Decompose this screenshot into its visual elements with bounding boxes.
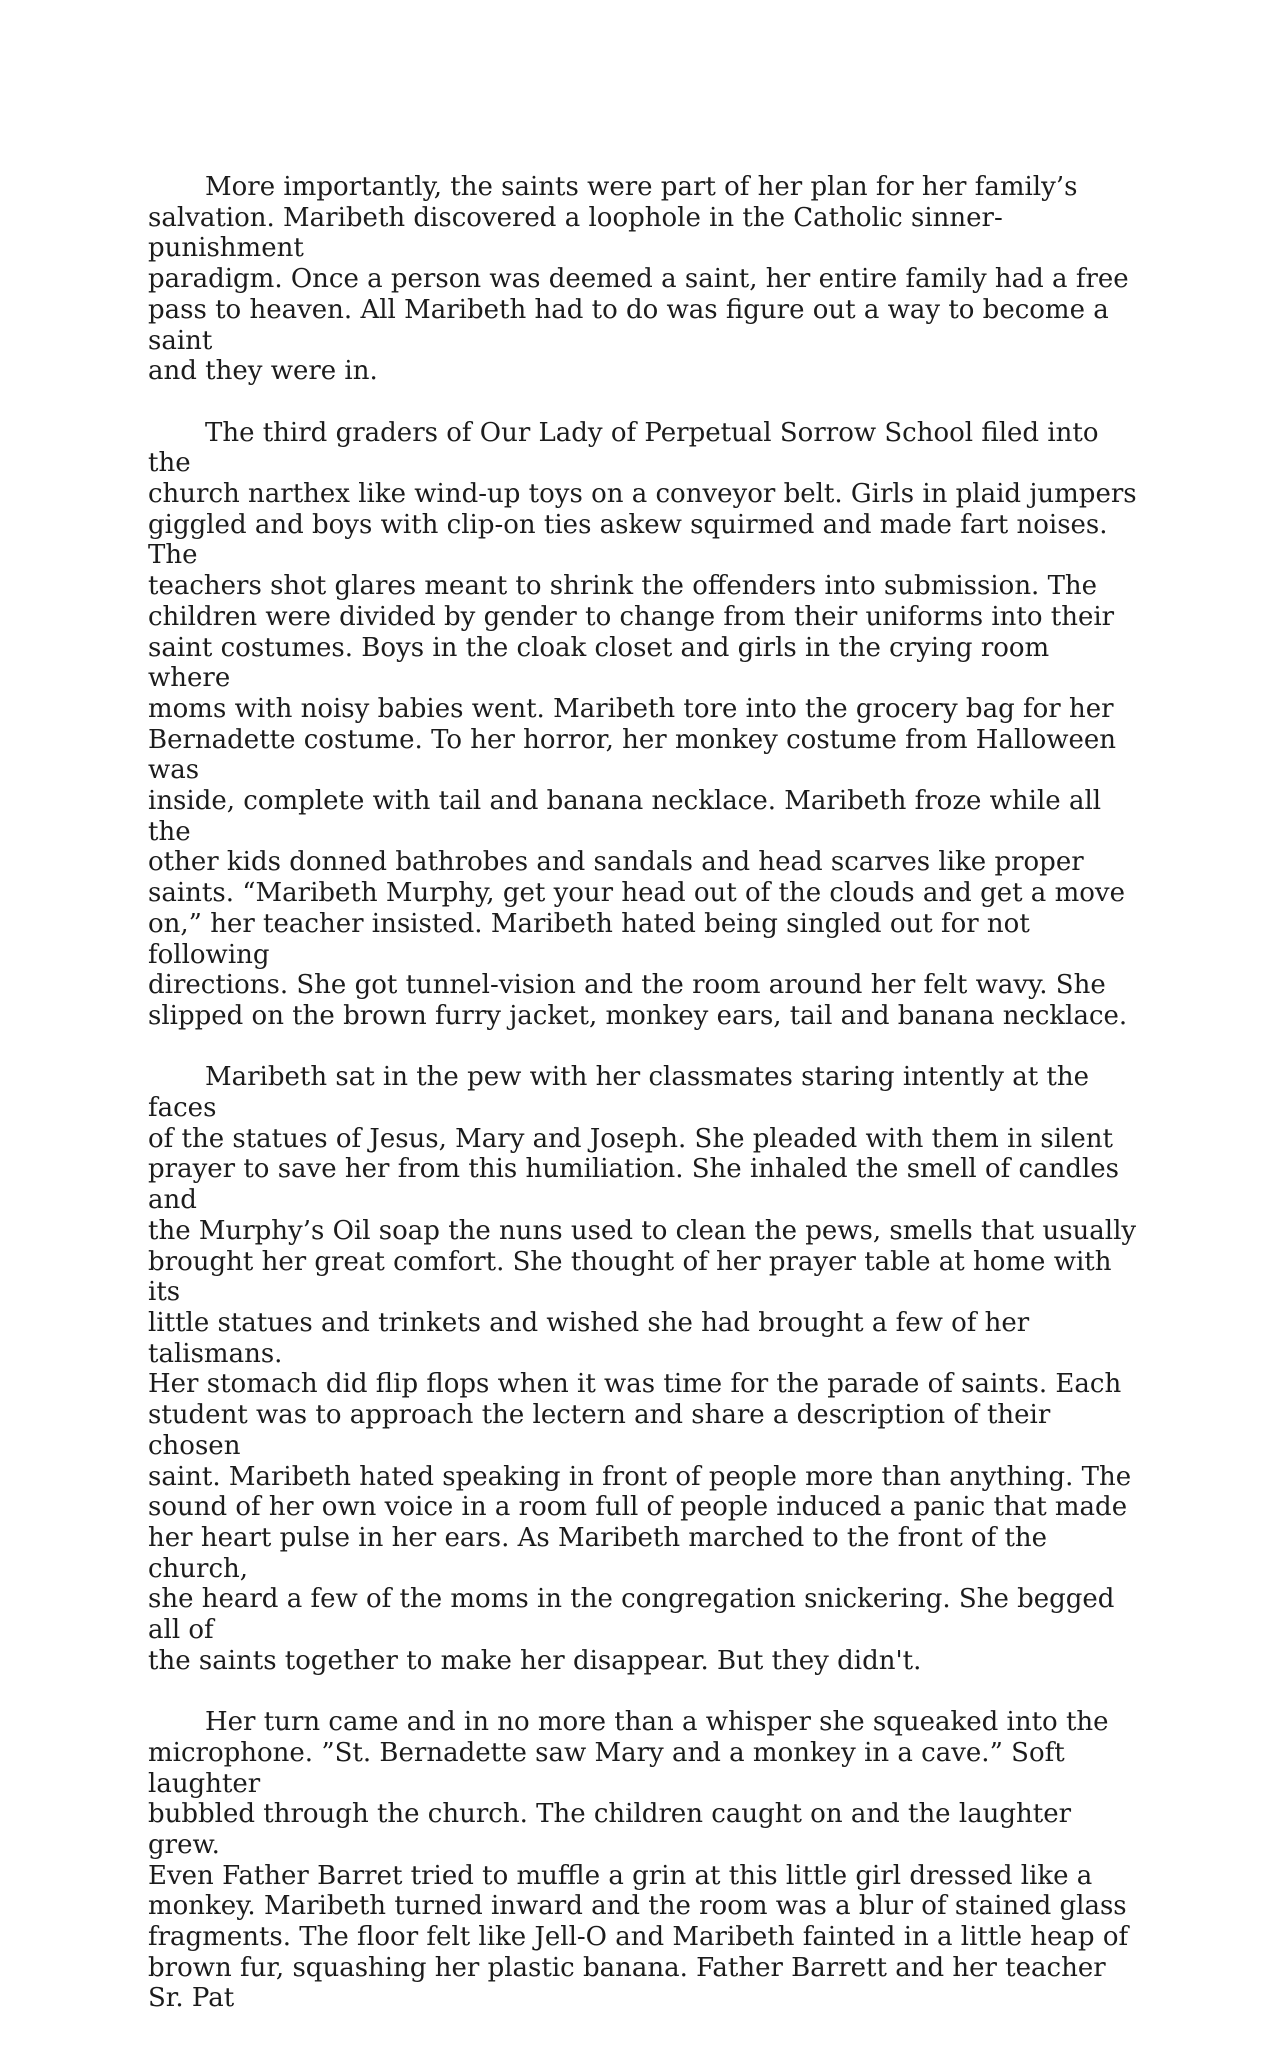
- paragraph-1: [148, 172, 1138, 387]
- body-text: [148, 172, 1138, 2045]
- paragraph-3: [148, 1062, 1138, 1676]
- paragraph-1-text: More importantly, the saints were part of her plan for her family’s salvation. Maribeth discovered a loophole in the Catholic sinner-punishment paradigm. Once a person was deemed a saint, her entire family had a free pass to heaven. All Maribeth had to do was figure out a way to become a saint and they were in.: [148, 172, 1129, 387]
- paragraph-4-text: Her turn came and in no more than a whisper she squeaked into the microphone. ”St. Bernadette saw Mary and a monkey in a cave.” Soft laughter bubbled through the church. The children caught on and the laughter grew. Even Father Barret tried to muffle a grin at this little girl dressed like a monkey. Maribeth turned inward and the room was a blur of stained glass fragments. The floor felt like Jell-O and Maribeth fainted in a little heap of brown fur, squashing her plastic banana. Father Barrett and her teacher Sr. Pat: [148, 1707, 1129, 2014]
- paragraph-4: [148, 1707, 1138, 2014]
- paragraph-2: [148, 418, 1138, 1032]
- paragraph-2-text: The third graders of Our Lady of Perpetual Sorrow School filed into the church narthex like wind-up toys on a conveyor belt. Girls in plaid jumpers giggled and boys with clip-on ties askew squirmed and made fart noises. The teachers shot glares meant to shrink the offenders into submission. The children were divided by gender to change from their uniforms into their saint costumes. Boys in the cloak closet and girls in the crying room where moms with noisy babies went. Maribeth tore into the grocery bag for her Bernadette costume. To her horror, her monkey costume from Halloween was inside, complete with tail and banana necklace. Maribeth froze while all the other kids donned bathrobes and sandals and head scarves like proper saints. “Maribeth Murphy, get your head out of the clouds and get a move on,” her teacher insisted. Maribeth hated being singled out for not following directions. She got tunnel-vision and the room around her felt wavy. She slipped on the brown furry jacket, monkey ears, tail and banana necklace.: [148, 417, 1137, 1031]
- paragraph-3-text: Maribeth sat in the pew with her classmates staring intently at the faces of the statues of Jesus, Mary and Joseph. She pleaded with them in silent prayer to save her from this humiliation. She inhaled the smell of candles and the Murphy’s Oil soap the nuns used to clean the pews, smells that usually brought her great comfort. She thought of her prayer table at home with its little statues and trinkets and wished she had brought a few of her talismans. Her stomach did flip flops when it was time for the parade of saints. Each student was to approach the lectern and share a description of their chosen saint. Maribeth hated speaking in front of people more than anything. The sound of her own voice in a room full of people induced a panic that made her heart pulse in her ears. As Maribeth marched to the front of the church, she heard a few of the moms in the congregation snickering. She begged all of the saints together to make her disappear. But they didn't.: [148, 1062, 1137, 1676]
